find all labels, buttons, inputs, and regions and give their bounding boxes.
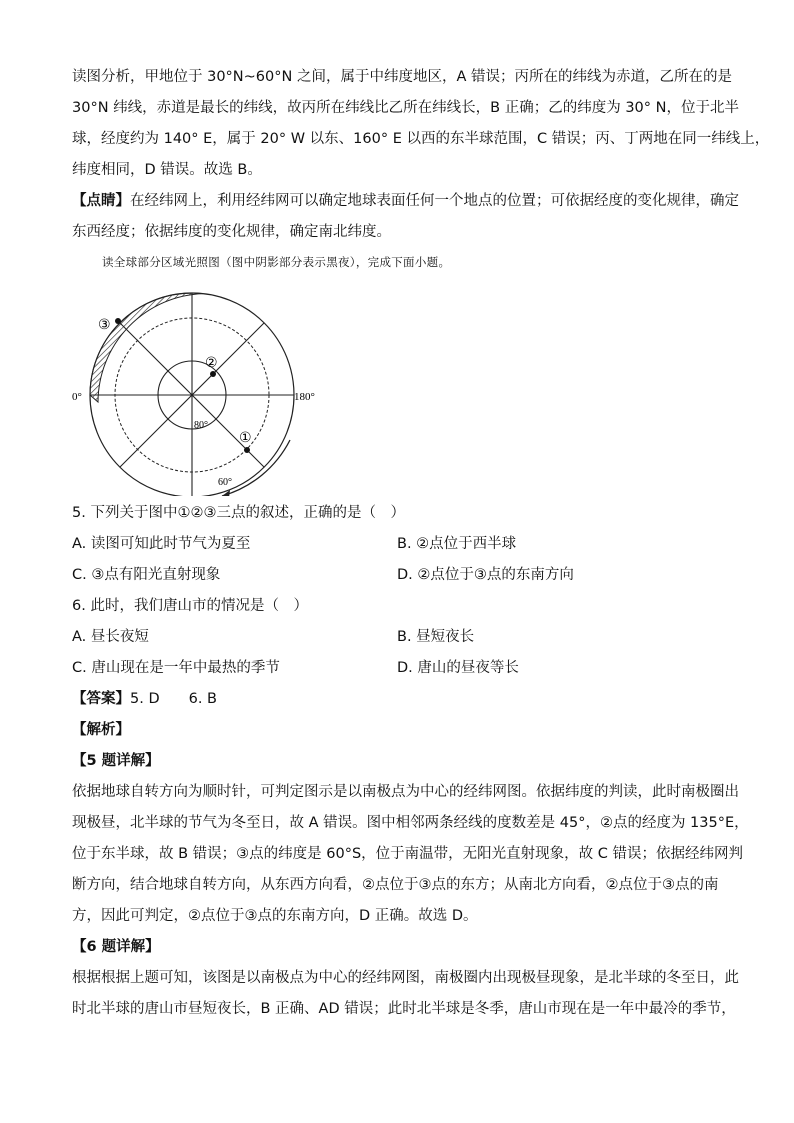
answer-text: 5. D 6. B [130,691,217,707]
point-2-label: ② [205,355,218,371]
text-line: 位于东半球，故 B 错误；③点的纬度是 60°S，位于南温带，无阳光直射现象，故 C 错误；依据经纬网判 [72,846,744,862]
comment-tag: 【点睛】 [72,193,130,209]
figure-caption: 读全球部分区域光照图（图中阴影部分表示黑夜），完成下面小题。 [102,255,451,269]
text-line: 根据根据上题可知，该图是以南极点为中心的经纬网图，南极圈内出现极昼现象，是北半球的冬至日，此 [72,970,739,986]
text-line: 现极昼，北半球的节气为冬至日，故 A 错误。图中相邻两条经线的度数差是 45°，②点的经度为 135°E， [72,815,749,831]
point-1-label: ① [239,430,252,446]
paragraph-analysis-previous [72,62,770,186]
comment-text: 东西经度；依据纬度的变化规律，确定南北纬度。 [72,224,391,240]
text-line: 纬度相同，D 错误。故选 B。 [72,162,262,178]
option-d: D. 唐山的昼夜等长 [397,660,519,676]
rotation-arrow [222,440,290,496]
text-line: 读图分析，甲地位于 30°N~60°N 之间，属于中纬度地区，A 错误；丙所在的纬线为赤道，乙所在的是 [72,69,732,85]
night-shadow [90,293,203,402]
label-80-degree: 80° [194,420,208,431]
text-line: 方，因此可判定，②点位于③点的东南方向，D 正确。故选 D。 [72,908,478,924]
point-3-label: ③ [98,317,111,333]
detail-5-text [72,777,749,932]
option-a: A. 读图可知此时节气为夏至 [72,536,251,552]
text-line: 30°N 纬线，赤道是最长的纬线，故丙所在纬线比乙所在纬线长，B 正确；乙的纬度为 30° N，位于北半 [72,100,739,116]
text-line: 时北半球的唐山市昼短夜长，B 正确、AD 错误；此时北半球是冬季，唐山市现在是一年中最冷的季节， [72,1001,736,1017]
point-3-dot [115,318,121,324]
option-c: C. 唐山现在是一年中最热的季节 [72,660,280,676]
answer-line [72,684,726,715]
label-180-degree: 180° [294,391,315,403]
option-b: B. 昼短夜长 [397,629,475,645]
point-2-dot [210,371,216,377]
option-d: D. ②点位于③点的东南方向 [397,567,574,583]
text-line: 球，经度约为 140° E，属于 20° W 以东、160° E 以西的东半球范围，C 错误；丙、丁两地在同一纬线上， [72,131,770,147]
page-content [72,62,770,1025]
label-60-degree: 60° [218,477,232,488]
option-b: B. ②点位于西半球 [397,536,517,552]
comment-text: 在经纬网上，利用经纬网可以确定地球表面任何一个地点的位置；可依据经度的变化规律，确定 [130,193,739,209]
analysis-tag: 【解析】 [72,722,130,738]
option-c: C. ③点有阳光直射现象 [72,567,221,583]
detail-6-tag: 【6 题详解】 [72,939,160,955]
option-a: A. 昼长夜短 [72,629,149,645]
detail-6-text [72,963,739,1025]
question-stem: 5. 下列关于图中①②③三点的叙述，正确的是（ ） [72,505,405,521]
text-line: 断方向，结合地球自转方向，从东西方向看，②点位于③点的东方；从南北方向看，②点位于③点的南 [72,877,719,893]
question-5 [72,498,726,591]
answer-tag: 【答案】 [72,691,130,707]
label-0-degree: 0° [72,391,82,403]
detail-5-tag: 【5 题详解】 [72,753,160,769]
question-stem: 6. 此时，我们唐山市的情况是（ ） [72,598,308,614]
question-6 [72,591,726,684]
illumination-diagram [72,276,342,496]
comment-block [72,186,739,248]
text-line: 依据地球自转方向为顺时针，可判定图示是以南极点为中心的经纬网图。依据纬度的判读，此时南极圈出 [72,784,739,800]
polar-graticule-svg [72,276,342,496]
point-1-dot [244,447,250,453]
